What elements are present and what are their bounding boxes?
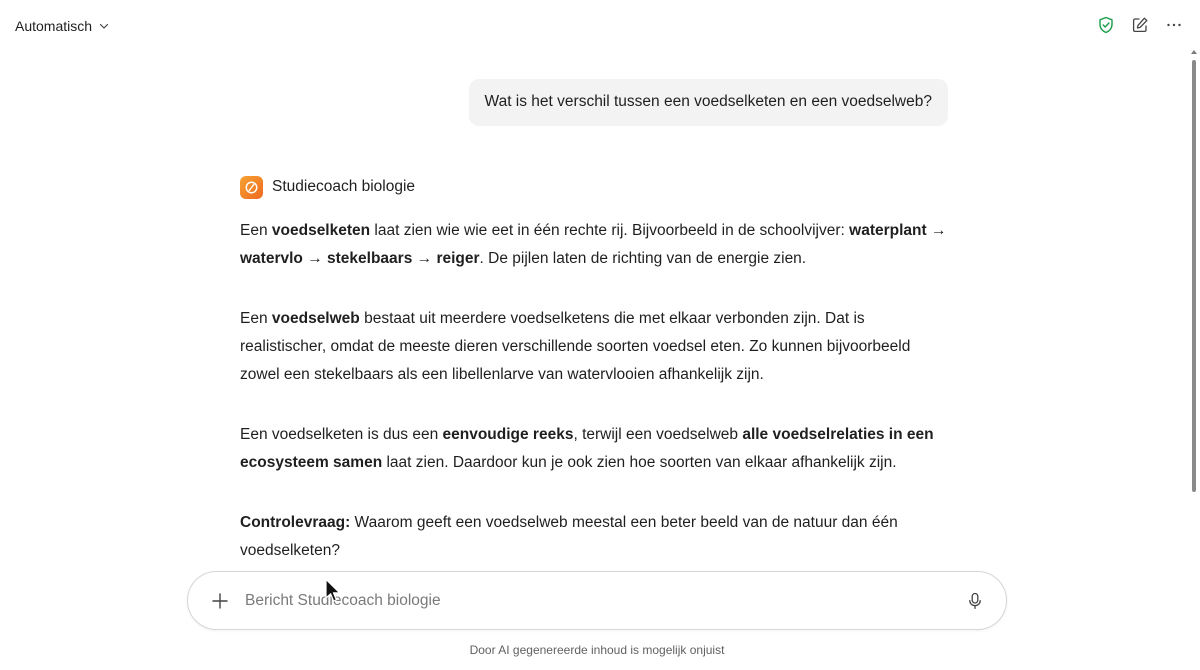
- assistant-paragraph: [240, 421, 950, 477]
- chevron-down-icon: [98, 20, 110, 32]
- text-span: laat zien. Daardoor kun je ook zien hoe soorten van elkaar afhankelijk zijn.: [382, 454, 897, 471]
- assistant-avatar: [240, 176, 263, 199]
- assistant-paragraph: [240, 305, 950, 389]
- more-options-icon: [1165, 16, 1183, 34]
- text-span: →: [302, 250, 328, 267]
- more-options-button[interactable]: [1162, 13, 1186, 37]
- microphone-icon[interactable]: [965, 591, 985, 611]
- text-span: bestaat uit meerdere voedselketens die met elkaar verbonden zijn. Dat is realistischer, omdat de meeste dieren verschillende soorten voedsel eten. Zo kunnen bijvoorbeeld zowel een stekelbaars als een libellenlarve van watervlooien afhankelijk zijn.: [240, 310, 911, 383]
- message-input[interactable]: [245, 587, 935, 615]
- scroll-thumb[interactable]: [1192, 60, 1196, 492]
- chat-scrollbar[interactable]: [1188, 50, 1200, 670]
- assistant-message: [240, 174, 950, 597]
- privacy-shield-button[interactable]: [1094, 13, 1118, 37]
- bold-text: waterplant: [849, 222, 927, 239]
- bold-text: eenvoudige reeks: [442, 426, 574, 443]
- ai-disclaimer: Door AI gegenereerde inhoud is mogelijk onjuist: [469, 643, 725, 657]
- bold-text: reiger: [436, 250, 480, 267]
- bold-text: watervlo: [240, 250, 303, 267]
- text-span: laat zien wie wie eet in één rechte rij. Bijvoorbeeld in de schoolvijver:: [370, 222, 850, 239]
- new-chat-icon: [1131, 16, 1149, 34]
- user-message-bubble: [469, 79, 948, 126]
- message-composer: [187, 571, 1007, 630]
- assistant-name: Studiecoach biologie: [272, 178, 416, 195]
- user-message-text: Wat is het verschil tussen een voedselketen en een voedselweb?: [484, 93, 932, 110]
- text-span: Een: [240, 222, 272, 239]
- text-span: →: [930, 222, 947, 239]
- text-span: Een voedselketen is dus een: [240, 426, 443, 443]
- bold-text: Controlevraag:: [240, 514, 351, 531]
- bold-text: alle voedselrelaties in een ecosysteem samen: [240, 426, 934, 471]
- leaf-logo-icon: [244, 180, 259, 195]
- text-span: Waarom geeft een voedselweb meestal een beter beeld van de natuur dan één voedselketen?: [240, 514, 898, 559]
- bold-text: voedselweb: [271, 310, 360, 327]
- shield-check-icon: [1097, 16, 1115, 34]
- text-span: →: [412, 250, 437, 267]
- bold-text: voedselketen: [271, 222, 371, 239]
- text-span: . De pijlen laten de richting van de energie zien.: [479, 250, 807, 267]
- scroll-up-arrow-icon[interactable]: [1191, 50, 1197, 54]
- assistant-header: [240, 174, 950, 200]
- new-chat-button[interactable]: [1128, 13, 1152, 37]
- text-span: , terwijl een voedselweb: [573, 426, 743, 443]
- mode-label: Automatisch: [15, 18, 93, 34]
- text-span: Een: [240, 310, 272, 327]
- mode-dropdown[interactable]: [15, 16, 110, 36]
- header-actions: [1094, 13, 1186, 37]
- plus-icon[interactable]: [210, 591, 230, 611]
- top-bar: [0, 0, 1200, 50]
- assistant-paragraph: [240, 217, 950, 273]
- assistant-message-body: [240, 217, 950, 565]
- bold-text: stekelbaars: [327, 250, 413, 267]
- assistant-paragraph: [240, 509, 950, 565]
